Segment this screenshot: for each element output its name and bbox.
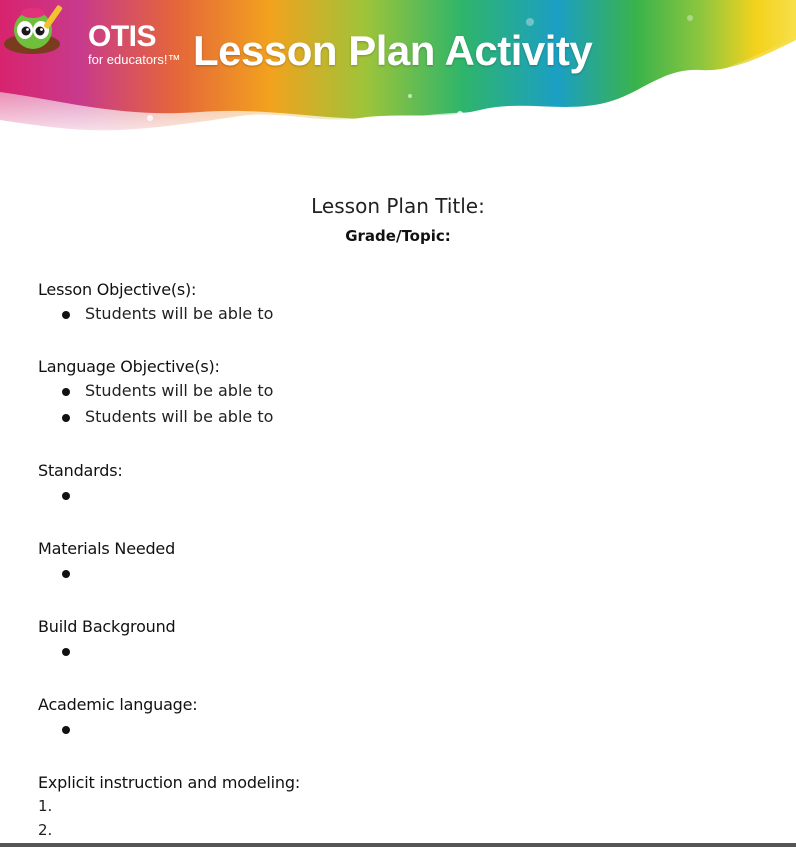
list-item-text: Students will be able to — [85, 304, 274, 323]
list-item[interactable]: 2. — [38, 821, 53, 839]
section-language-objectives — [38, 356, 273, 430]
bullet-list — [38, 301, 273, 327]
list-item[interactable] — [38, 378, 273, 404]
bullet-icon — [62, 311, 70, 319]
list-item[interactable] — [38, 560, 175, 586]
section-build-background — [38, 616, 176, 664]
bullet-list — [38, 378, 273, 430]
bullet-list — [38, 560, 175, 586]
section-heading: Language Objective(s): — [38, 357, 220, 376]
brand-tagline: for educators!™ — [88, 52, 181, 67]
list-item[interactable] — [38, 404, 273, 430]
bullet-icon — [62, 648, 70, 656]
numbered-list — [38, 794, 300, 842]
list-item[interactable] — [38, 301, 273, 327]
section-heading: Academic language: — [38, 695, 198, 714]
section-materials-needed — [38, 538, 175, 586]
header-banner — [0, 0, 796, 150]
brand-block — [88, 22, 181, 67]
list-item[interactable]: 1. — [38, 797, 53, 815]
otis-mascot-logo-icon — [0, 0, 82, 58]
list-item-text: Students will be able to — [85, 407, 274, 426]
list-item[interactable] — [38, 638, 176, 664]
bullet-icon — [62, 726, 70, 734]
section-standards — [38, 460, 123, 508]
section-heading: Lesson Objective(s): — [38, 280, 197, 299]
grade-topic-label[interactable]: Grade/Topic: — [345, 227, 451, 245]
bullet-list — [38, 638, 176, 664]
section-lesson-objectives — [38, 279, 273, 327]
bullet-list — [38, 716, 197, 742]
bullet-icon — [62, 492, 70, 500]
section-heading: Materials Needed — [38, 539, 176, 558]
brand-name: OTIS — [88, 20, 157, 53]
section-academic-language — [38, 694, 197, 742]
list-item[interactable] — [38, 716, 197, 742]
bullet-list — [38, 482, 123, 508]
bullet-icon — [62, 570, 70, 578]
section-heading: Standards: — [38, 461, 123, 480]
lesson-plan-title[interactable]: Lesson Plan Title: — [311, 194, 485, 218]
section-explicit-instruction — [38, 772, 300, 842]
banner-title: Lesson Plan Activity — [193, 27, 593, 74]
bullet-icon — [62, 414, 70, 422]
list-item-text: Students will be able to — [85, 381, 274, 400]
section-heading: Build Background — [38, 617, 176, 636]
section-heading: Explicit instruction and modeling: — [38, 773, 301, 792]
list-item[interactable] — [38, 482, 123, 508]
bullet-icon — [62, 388, 70, 396]
page-bottom-border — [0, 843, 796, 847]
